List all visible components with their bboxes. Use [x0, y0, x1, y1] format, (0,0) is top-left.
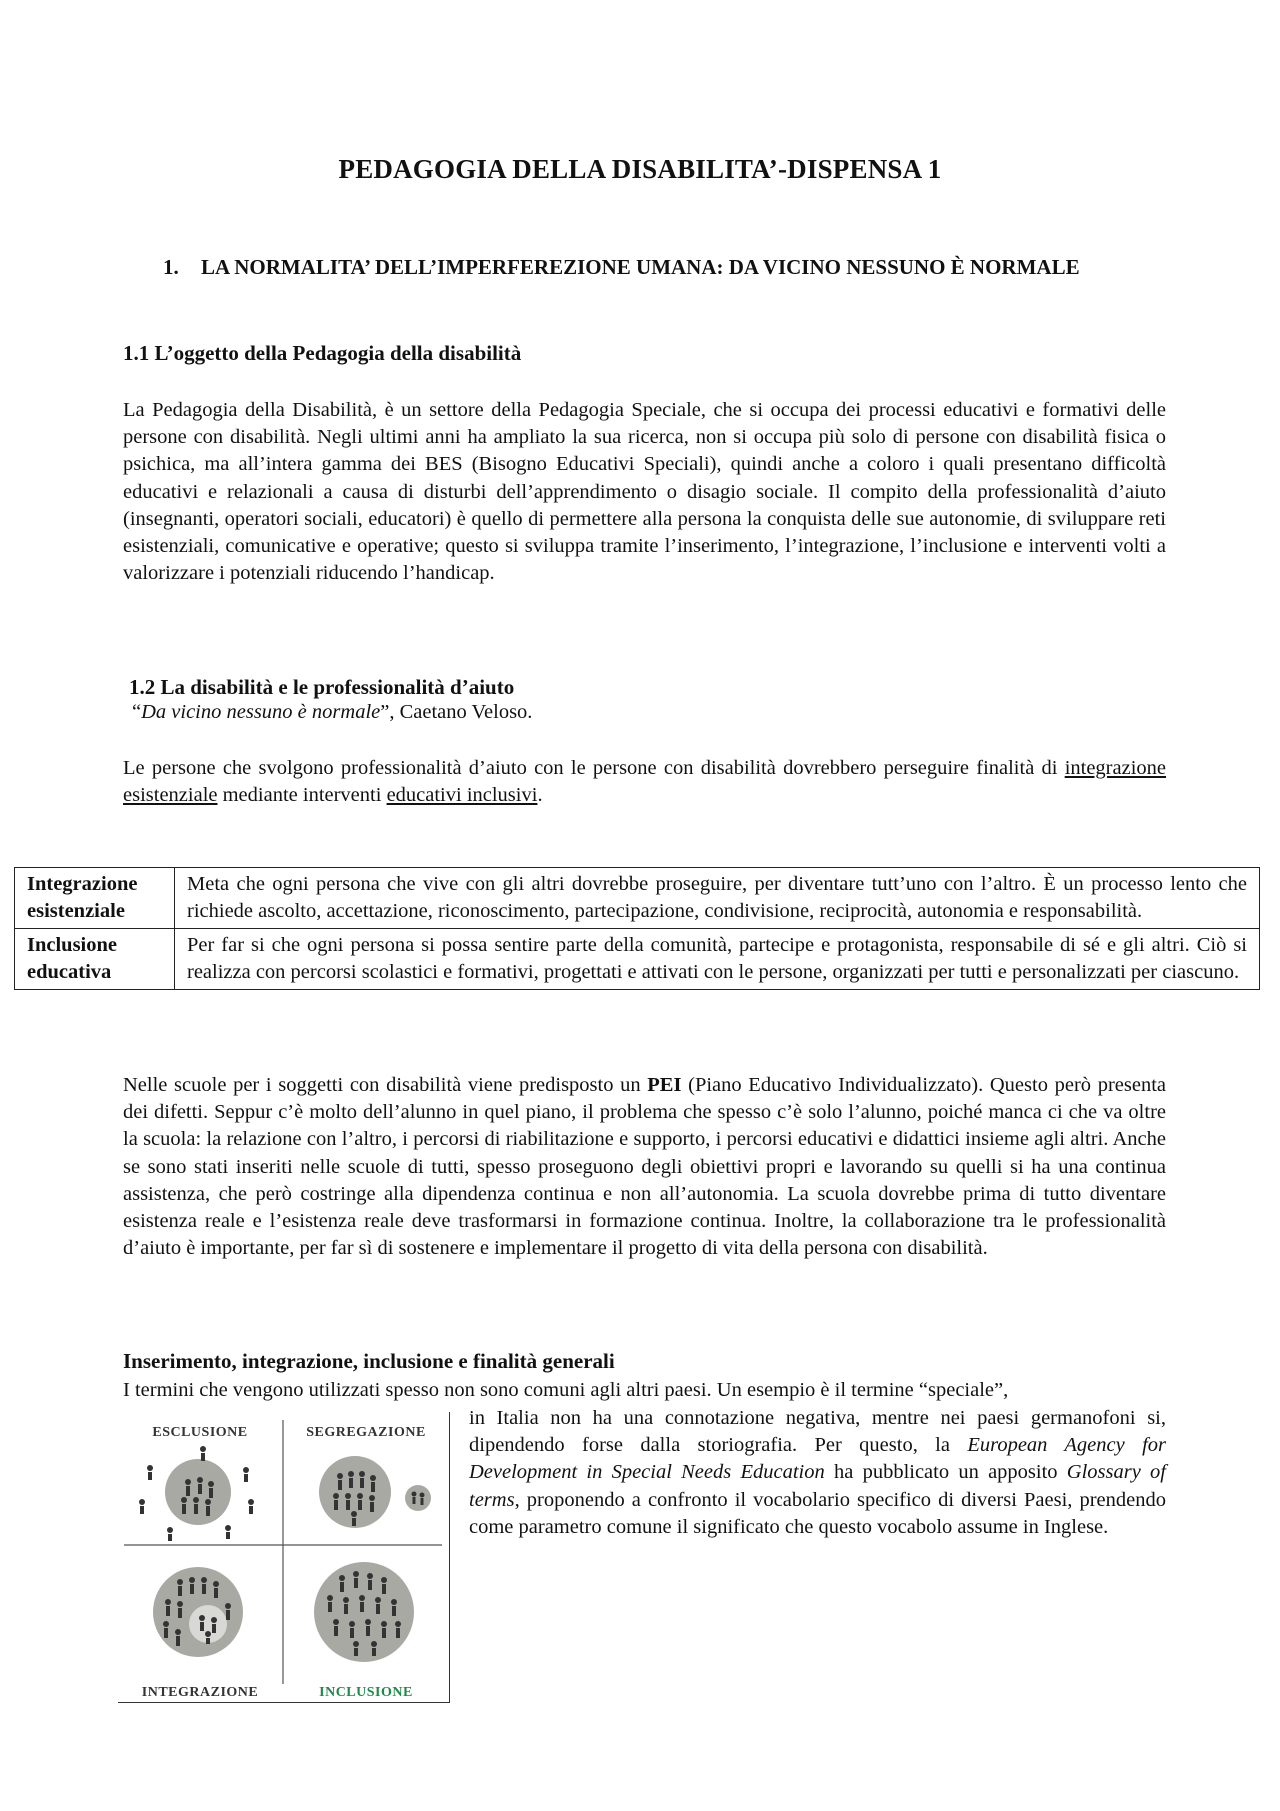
table-row — [15, 868, 1260, 929]
integrazione-inner-circle — [189, 1605, 227, 1643]
label-esclusione: ESCLUSIONE — [152, 1425, 248, 1440]
text-run: , proponendo a confronto il vocabolario specifico di diversi Paesi, prendendo come parametro comune il significato che questo vocabolo assume in Inglese. — [469, 1488, 1166, 1538]
text-run: . — [537, 784, 543, 807]
label-segregazione: SEGREGAZIONE — [306, 1425, 426, 1440]
text-run: ha pubblicato un apposito — [824, 1461, 1067, 1484]
definition-cell: Meta che ogni persona che vive con gli altri dovrebbe proseguire, per diventare tutt’uno con l’altro. È un processo lento che richiede ascolto, accettazione, riconoscimento, partecipazione, condivisione, reciprocità, autonomia e responsabilità. — [175, 868, 1260, 929]
subsection-heading-1-1: 1.1 L’oggetto della Pedagogia della disabilità — [123, 341, 522, 365]
text-run: in Italia non ha una connotazione negativa, mentre nei paesi germanofoni si, dipendendo forse dalla storiografia. Per questo, la — [469, 1407, 1166, 1457]
segregazione-quadrant — [319, 1456, 431, 1528]
definition-cell: Per far si che ogni persona si possa sentire parte della comunità, partecipe e protagonista, responsabile di sé e gli altri. Ciò si realizza con percorsi scolastici e formativi, progettati e attivati con le persone, organizzati per tutti e personalizzati per ciascuno. — [175, 929, 1260, 990]
label-inclusione: INCLUSIONE — [319, 1685, 413, 1700]
paragraph-terms-wrapped — [469, 1405, 1166, 1541]
segregazione-big-circle — [319, 1456, 391, 1528]
underlined-term: integrazione esistenziale — [123, 757, 1166, 807]
section-number: 1. — [163, 255, 179, 279]
glossary-title: Glossary of terms — [469, 1461, 1166, 1511]
paragraph-pedagogia: La Pedagogia della Disabilità, è un settore della Pedagogia Speciale, che si occupa dei processi educativi e formativi delle persone con disabilità. Negli ultimi anni ha ampliato la sua ricerca, non si occupa più solo di persone con disabilità fisica o psichica, ma all’intera gamma dei BES (Bisogno Educativi Speciali), quindi anche a coloro i quali presentano difficoltà educativi e relazionali a causa di disturbi dell’apprendimento o disagio sociale. Il compito della professionalità d’aiuto (insegnanti, operatori sociali, educatori) è quello di permettere alla persona la conquista delle sue autonomie, di sviluppare reti esistenziali, comunicative e operative; questo si sviluppa tramite l’inserimento, l’integrazione, l’inclusione e interventi volti a valorizzare i potenziali riducendo l’handicap. — [123, 399, 1166, 585]
subsection-heading-1-2: 1.2 La disabilità e le professionalità d’aiuto — [129, 675, 515, 699]
text-run: Le persone che svolgono professionalità d’aiuto con le persone con disabilità dovrebbero perseguire finalità di — [123, 757, 1065, 779]
quote-attribution: ”, Caetano Veloso. — [380, 701, 533, 723]
integrazione-quadrant — [153, 1567, 243, 1657]
inclusione-quadrant — [314, 1562, 414, 1662]
quote-text: Da vicino nessuno è normale — [141, 701, 381, 723]
agency-name: European Agency for Development in Special Needs Education — [469, 1434, 1166, 1484]
definitions-table — [14, 867, 1260, 990]
paragraph-terms-first-line: I termini che vengono utilizzati spesso non sono comuni agli altri paesi. Un esempio è il termine “speciale”, — [123, 1379, 1009, 1401]
term-text: educativa — [27, 961, 112, 983]
text-run: (Piano Educativo Individualizzato). Questo però presenta dei difetti. Seppur c’è molto dell’alunno in quel piano, il problema che spesso c’è solo l’alunno, poiché manca ci che va oltre la scuola: la relazione con l’altro, i percorsi di riabilitazione e supporto, i percorsi educativi e didattici insieme agli altri. Anche se sono stati inseriti nelle scuole di tutti, spesso proseguono degli obiettivi propri e lavorando su quelli si ha una continua assistenza, che però costringe alla dipendenza continua e non all’autonomia. La scuola dovrebbe prima di tutto diventare esistenza reale e l’esistenza reale deve trasformarsi in formazione continua. Inoltre, la collaborazione tra le professionalità d’aiuto è importante, per far sì di sostenere e implementare il progetto di vita della persona con disabilità. — [123, 1074, 1166, 1260]
term-cell — [15, 929, 175, 990]
pei-bold: PEI — [647, 1074, 682, 1096]
text-run: Nelle scuole per i soggetti con disabilità viene predisposto un — [123, 1074, 648, 1096]
paragraph-professionalita — [123, 755, 1166, 809]
underlined-term: educativi inclusivi — [386, 784, 538, 807]
term-text: esistenziale — [27, 900, 125, 922]
label-integrazione: INTEGRAZIONE — [141, 1685, 259, 1700]
section-title: LA NORMALITA’ DELL’IMPERFEREZIONE UMANA: DA VICINO NESSUNO È NORMALE — [201, 255, 1080, 279]
inclusion-diagram — [118, 1412, 450, 1703]
quote-line — [132, 701, 532, 724]
page-title: PEDAGOGIA DELLA DISABILITA’-DISPENSA 1 — [338, 154, 942, 184]
quote-open: “ — [132, 701, 142, 723]
term-text: Integrazione — [27, 873, 138, 895]
subsection-heading-terms: Inserimento, integrazione, inclusione e finalità generali — [123, 1349, 615, 1373]
esclusione-quadrant — [139, 1446, 254, 1541]
text-run: mediante interventi — [217, 784, 387, 807]
segregazione-small-circle — [405, 1485, 431, 1511]
term-text: Inclusione — [27, 934, 117, 956]
table-row — [15, 929, 1260, 990]
inclusion-diagram-svg — [118, 1412, 449, 1702]
paragraph-pei — [123, 1072, 1166, 1262]
term-cell — [15, 868, 175, 929]
